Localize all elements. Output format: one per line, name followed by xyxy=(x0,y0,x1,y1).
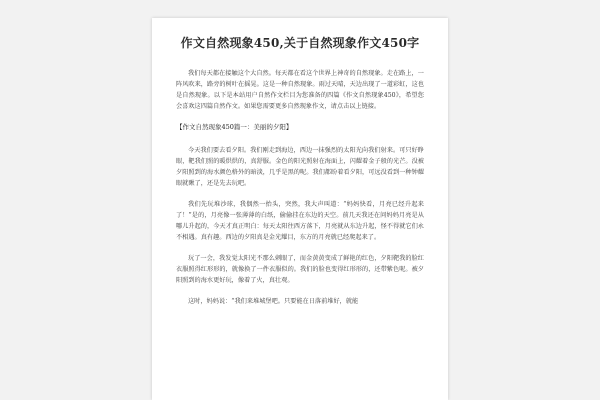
paragraph-1: 今天我们要去看夕阳。我们刚走到海边，西边一抹强烈的太阳光向我们射来。可只好睁眼，靶我们照的暖烘烘的，真舒服。金色的阳光照射在海面上，闪耀着金子般的光芒。没被夕阳照到的海水颜色格外的暗淡，几乎是黑的呢。我们都盼着看夕阳，可远没看到一种钟耀眼就瞅了，还是先去玩吧。 xyxy=(176,147,424,187)
document-body xyxy=(176,68,424,317)
paragraph-4: 这时，妈妈说：“我们来堆城堡吧。只要能在日落前堆好，就能 xyxy=(188,298,359,305)
paragraph-intro: 我们每天都在接触这个大自然。每天都在看这个世界上神奇的自然现象。走在路上，一阵风吹来，路旁的树叶在摇晃。这是一种自然现象。雨过天晴，天边出现了一道彩虹，这也是自然现象。以下是本站用户自然作文栏目为您准备的四篇《作文自然现象450》，希望您会喜欢这四篇自然作文。如果您需要更多自然现象作文，请点击以上链接。 xyxy=(176,70,424,110)
document-page xyxy=(152,18,448,400)
document-title: 作文自然现象450,关于自然现象作文450字 xyxy=(180,36,420,50)
paragraph-3: 玩了一会，我发觉太阳光不那么刺眼了，而金黄黄变成了鲜艳的红色，夕阳靶我的脸红衣服照得红形形的，就像换了一件衣服似的。我们的脸也变得红形形的，还带紫色呢。被夕阳照到的海水更好玩，像着了火，真壮观。 xyxy=(176,255,424,284)
section-heading: 【作文自然现象450篇一：美丽的夕阳】 xyxy=(176,123,293,131)
paragraph-2: 我们先玩堆沙球，我偶然一抬头，突然，我大声叫道：“妈妈快看，月亮已经升起来了！”是的，月亮像一张薄薄的白纸，偷偷挂在东边的天空。前几天我还在问妈妈月亮是从哪儿升起的，今天才真正明白：每天太阳往西方落下，月亮就从东边升起，怪不得就它们永不相遇。真有趣。西边的夕阳真是金光耀目，东方的月亮就已经爬起来了。 xyxy=(176,201,424,241)
